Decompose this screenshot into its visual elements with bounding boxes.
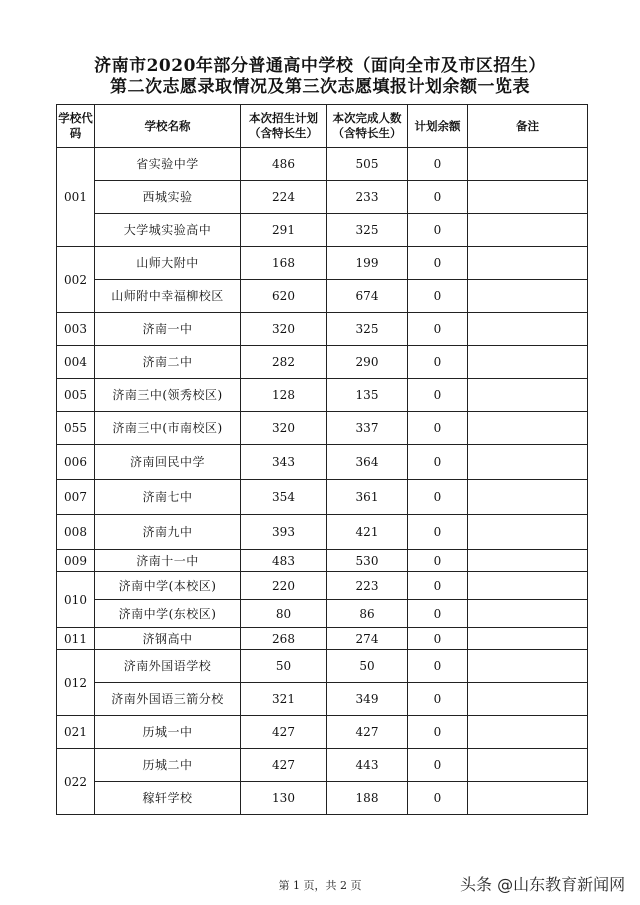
note-cell bbox=[468, 214, 588, 247]
plan-count: 354 bbox=[241, 480, 327, 515]
table-row bbox=[57, 749, 588, 782]
plan-count: 343 bbox=[241, 445, 327, 480]
note-cell bbox=[468, 480, 588, 515]
done-count: 530 bbox=[327, 550, 408, 572]
remain-count: 0 bbox=[408, 650, 468, 683]
school-name: 历城二中 bbox=[95, 749, 241, 782]
remain-count: 0 bbox=[408, 247, 468, 280]
note-cell bbox=[468, 683, 588, 716]
remain-count: 0 bbox=[408, 515, 468, 550]
plan-count: 483 bbox=[241, 550, 327, 572]
school-name: 济南一中 bbox=[95, 313, 241, 346]
table-header-row bbox=[57, 105, 588, 148]
table-row bbox=[57, 148, 588, 181]
school-name: 稼轩学校 bbox=[95, 782, 241, 815]
watermark: 头条 @山东教育新闻网 bbox=[460, 875, 626, 894]
plan-count: 486 bbox=[241, 148, 327, 181]
school-name: 济南外国语学校 bbox=[95, 650, 241, 683]
header-note: 备注 bbox=[468, 105, 588, 148]
school-name: 山师大附中 bbox=[95, 247, 241, 280]
school-code: 009 bbox=[57, 550, 95, 572]
school-name: 济南十一中 bbox=[95, 550, 241, 572]
note-cell bbox=[468, 379, 588, 412]
note-cell bbox=[468, 346, 588, 379]
note-cell bbox=[468, 445, 588, 480]
table-row bbox=[57, 716, 588, 749]
school-name: 济南中学(东校区) bbox=[95, 600, 241, 628]
school-name: 济南九中 bbox=[95, 515, 241, 550]
table-row bbox=[57, 550, 588, 572]
remain-count: 0 bbox=[408, 749, 468, 782]
done-count: 364 bbox=[327, 445, 408, 480]
school-code: 003 bbox=[57, 313, 95, 346]
note-cell bbox=[468, 280, 588, 313]
school-name: 西城实验 bbox=[95, 181, 241, 214]
plan-count: 427 bbox=[241, 749, 327, 782]
note-cell bbox=[468, 572, 588, 600]
school-code: 010 bbox=[57, 572, 95, 628]
remain-count: 0 bbox=[408, 480, 468, 515]
done-count: 223 bbox=[327, 572, 408, 600]
school-code: 007 bbox=[57, 480, 95, 515]
done-count: 421 bbox=[327, 515, 408, 550]
school-code: 011 bbox=[57, 628, 95, 650]
remain-count: 0 bbox=[408, 313, 468, 346]
remain-count: 0 bbox=[408, 600, 468, 628]
plan-count: 427 bbox=[241, 716, 327, 749]
plan-count: 50 bbox=[241, 650, 327, 683]
plan-count: 220 bbox=[241, 572, 327, 600]
table-row bbox=[57, 346, 588, 379]
done-count: 325 bbox=[327, 313, 408, 346]
done-count: 290 bbox=[327, 346, 408, 379]
note-cell bbox=[468, 148, 588, 181]
table-row bbox=[57, 379, 588, 412]
plan-count: 321 bbox=[241, 683, 327, 716]
school-code: 055 bbox=[57, 412, 95, 445]
note-cell bbox=[468, 515, 588, 550]
school-name: 济南中学(本校区) bbox=[95, 572, 241, 600]
remain-count: 0 bbox=[408, 412, 468, 445]
page-footer: 第 1 页，共 2 页 bbox=[278, 879, 362, 892]
school-name: 济南三中(领秀校区) bbox=[95, 379, 241, 412]
done-count: 233 bbox=[327, 181, 408, 214]
plan-count: 128 bbox=[241, 379, 327, 412]
table-row bbox=[57, 683, 588, 716]
table-row bbox=[57, 572, 588, 600]
school-code: 012 bbox=[57, 650, 95, 716]
plan-count: 168 bbox=[241, 247, 327, 280]
done-count: 274 bbox=[327, 628, 408, 650]
table-row bbox=[57, 313, 588, 346]
done-count: 50 bbox=[327, 650, 408, 683]
enrollment-table bbox=[56, 104, 588, 815]
done-count: 86 bbox=[327, 600, 408, 628]
note-cell bbox=[468, 749, 588, 782]
table-row bbox=[57, 628, 588, 650]
table-row bbox=[57, 480, 588, 515]
table-row bbox=[57, 412, 588, 445]
remain-count: 0 bbox=[408, 280, 468, 313]
header-remain: 计划余额 bbox=[408, 105, 468, 148]
school-code: 004 bbox=[57, 346, 95, 379]
table-row bbox=[57, 515, 588, 550]
header-done: 本次完成人数（含特长生） bbox=[327, 105, 408, 148]
remain-count: 0 bbox=[408, 628, 468, 650]
remain-count: 0 bbox=[408, 181, 468, 214]
plan-count: 320 bbox=[241, 412, 327, 445]
school-name: 省实验中学 bbox=[95, 148, 241, 181]
note-cell bbox=[468, 650, 588, 683]
plan-count: 320 bbox=[241, 313, 327, 346]
note-cell bbox=[468, 247, 588, 280]
remain-count: 0 bbox=[408, 148, 468, 181]
note-cell bbox=[468, 181, 588, 214]
table-row bbox=[57, 782, 588, 815]
plan-count: 393 bbox=[241, 515, 327, 550]
page-title-line-2: 第二次志愿录取情况及第三次志愿填报计划余额一览表 bbox=[110, 77, 530, 97]
header-school-code: 学校代码 bbox=[57, 105, 95, 148]
school-name: 山师附中幸福柳校区 bbox=[95, 280, 241, 313]
note-cell bbox=[468, 412, 588, 445]
school-name: 济南七中 bbox=[95, 480, 241, 515]
school-name: 历城一中 bbox=[95, 716, 241, 749]
school-name: 济南二中 bbox=[95, 346, 241, 379]
note-cell bbox=[468, 313, 588, 346]
plan-count: 224 bbox=[241, 181, 327, 214]
done-count: 199 bbox=[327, 247, 408, 280]
page-title-line-1: 济南市2020年部分普通高中学校（面向全市及市区招生） bbox=[94, 56, 546, 76]
note-cell bbox=[468, 716, 588, 749]
done-count: 361 bbox=[327, 480, 408, 515]
plan-count: 620 bbox=[241, 280, 327, 313]
table-row bbox=[57, 214, 588, 247]
school-name: 济南回民中学 bbox=[95, 445, 241, 480]
header-school-name: 学校名称 bbox=[95, 105, 241, 148]
school-name: 大学城实验高中 bbox=[95, 214, 241, 247]
note-cell bbox=[468, 600, 588, 628]
table-row bbox=[57, 600, 588, 628]
remain-count: 0 bbox=[408, 683, 468, 716]
school-code: 001 bbox=[57, 148, 95, 247]
note-cell bbox=[468, 628, 588, 650]
done-count: 325 bbox=[327, 214, 408, 247]
school-name: 济钢高中 bbox=[95, 628, 241, 650]
done-count: 188 bbox=[327, 782, 408, 815]
table-row bbox=[57, 280, 588, 313]
remain-count: 0 bbox=[408, 572, 468, 600]
done-count: 505 bbox=[327, 148, 408, 181]
plan-count: 130 bbox=[241, 782, 327, 815]
school-code: 002 bbox=[57, 247, 95, 313]
done-count: 674 bbox=[327, 280, 408, 313]
plan-count: 268 bbox=[241, 628, 327, 650]
remain-count: 0 bbox=[408, 346, 468, 379]
table-row bbox=[57, 247, 588, 280]
done-count: 337 bbox=[327, 412, 408, 445]
note-cell bbox=[468, 782, 588, 815]
note-cell bbox=[468, 550, 588, 572]
table-row bbox=[57, 181, 588, 214]
school-name: 济南三中(市南校区) bbox=[95, 412, 241, 445]
school-code: 005 bbox=[57, 379, 95, 412]
done-count: 427 bbox=[327, 716, 408, 749]
table-row bbox=[57, 445, 588, 480]
plan-count: 282 bbox=[241, 346, 327, 379]
done-count: 349 bbox=[327, 683, 408, 716]
remain-count: 0 bbox=[408, 379, 468, 412]
done-count: 443 bbox=[327, 749, 408, 782]
remain-count: 0 bbox=[408, 716, 468, 749]
school-name: 济南外国语三箭分校 bbox=[95, 683, 241, 716]
remain-count: 0 bbox=[408, 782, 468, 815]
remain-count: 0 bbox=[408, 550, 468, 572]
school-code: 006 bbox=[57, 445, 95, 480]
plan-count: 291 bbox=[241, 214, 327, 247]
header-plan: 本次招生计划（含特长生） bbox=[241, 105, 327, 148]
school-code: 008 bbox=[57, 515, 95, 550]
remain-count: 0 bbox=[408, 214, 468, 247]
school-code: 022 bbox=[57, 749, 95, 815]
plan-count: 80 bbox=[241, 600, 327, 628]
remain-count: 0 bbox=[408, 445, 468, 480]
done-count: 135 bbox=[327, 379, 408, 412]
table-row bbox=[57, 650, 588, 683]
school-code: 021 bbox=[57, 716, 95, 749]
